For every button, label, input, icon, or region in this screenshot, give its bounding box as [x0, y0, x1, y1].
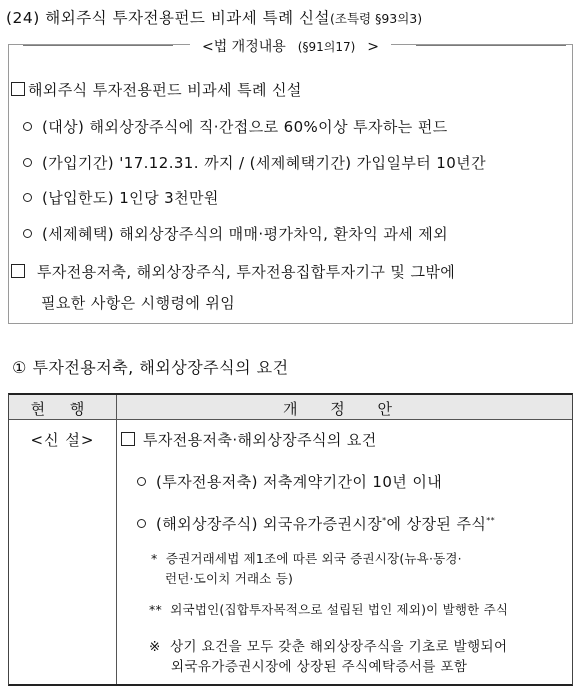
- section-title-text: 투자전용저축, 해외상장주식의 요건: [32, 358, 289, 377]
- title-reference: (조특령 §93의3): [330, 11, 423, 26]
- current-cell: <신 설>: [30, 431, 95, 449]
- note-2-text: 외국법인(집합투자목적으로 설립된 법인 제외)이 발행한 주식: [170, 602, 509, 617]
- square-bullet-icon: [121, 432, 135, 446]
- revised-bullet-2-main: (해외상장주식) 외국유가증권시장: [156, 515, 383, 533]
- note-1-line-1-text: 증권거래세법 제1조에 따른 외국 증권시장(뉴욕·동경·: [165, 551, 462, 566]
- note-1-line-2: 런던·도이치 거래소 등): [165, 571, 294, 586]
- note-2: [149, 600, 508, 618]
- section-marker: ①: [12, 358, 27, 377]
- circle-bullet-icon: [23, 193, 32, 202]
- header-main: <법 개정내용: [196, 39, 292, 55]
- summary-bullet-2: [23, 152, 486, 173]
- table-column-divider: [116, 395, 117, 684]
- revised-bullet-2: [137, 513, 495, 534]
- note-3-line-2: 외국유가증권시장에 상장된 주식예탁증서를 포함: [171, 659, 468, 675]
- summary-box-header: [9, 36, 572, 54]
- note-1-line-1: [151, 549, 462, 567]
- header-revised: 개 정 안: [282, 400, 406, 418]
- header-end: >: [361, 39, 385, 55]
- summary-bullet-4: [23, 223, 448, 244]
- note-3-line-1: [149, 635, 507, 655]
- revised-bullet-1: [137, 471, 442, 492]
- summary-bullet-1: [23, 116, 448, 137]
- summary-item-2-line-2: 필요한 사항은 시행령에 위임: [41, 294, 236, 312]
- summary-bullet-3: [23, 187, 219, 208]
- summary-item-1: [11, 79, 302, 100]
- summary-box-label: [9, 36, 572, 56]
- summary-item-2: [11, 261, 455, 282]
- circle-bullet-icon: [23, 229, 32, 238]
- comparison-table: [8, 393, 573, 686]
- revised-bullet-2-mid: 에 상장된 주식: [386, 515, 487, 533]
- note-3-line-1-text: 상기 요건을 모두 갖춘 해외상장주식을 기초로 발행되어: [170, 639, 508, 655]
- summary-bullet-1-text: (대상) 해외상장주식에 직·간접으로 60%이상 투자하는 펀드: [42, 118, 448, 136]
- revised-heading: [121, 429, 377, 450]
- circle-bullet-icon: [137, 477, 146, 486]
- footnote-mark-1: *: [382, 516, 387, 525]
- footnote-mark-2: **: [486, 516, 496, 525]
- square-bullet-icon: [11, 264, 25, 278]
- circle-bullet-icon: [137, 519, 146, 528]
- page-title: [6, 6, 422, 28]
- square-bullet-icon: [11, 82, 25, 96]
- summary-bullet-2-text: (가입기간) '17.12.31. 까지 / (세제혜택기간) 가입일부터 10년간: [42, 154, 486, 172]
- note-2-marker: **: [149, 602, 162, 617]
- circle-bullet-icon: [23, 122, 32, 131]
- section-title: [12, 355, 289, 378]
- summary-item-1-text: 해외주식 투자전용펀드 비과세 특례 신설: [28, 81, 302, 99]
- summary-bullet-3-text: (납입한도) 1인당 3천만원: [42, 189, 219, 207]
- summary-bullet-4-text: (세제혜택) 해외상장주식의 매매·평가차익, 환차익 과세 제외: [42, 225, 449, 243]
- title-main: (24) 해외주식 투자전용펀드 비과세 특례 신설: [6, 9, 330, 27]
- summary-item-2-line-1: 투자전용저축, 해외상장주식, 투자전용집합투자기구 및 그밖에: [37, 263, 456, 281]
- header-sub: (§91의17): [292, 40, 362, 54]
- revised-bullet-1-text: (투자전용저축) 저축계약기간이 10년 이내: [156, 473, 443, 491]
- revised-heading-text: 투자전용저축·해외상장주식의 요건: [143, 431, 377, 449]
- header-current: 현 행: [30, 400, 95, 418]
- summary-box: [8, 39, 573, 324]
- note-1-marker: *: [151, 551, 158, 566]
- circle-bullet-icon: [23, 158, 32, 167]
- note-3-marker: ※: [149, 639, 161, 655]
